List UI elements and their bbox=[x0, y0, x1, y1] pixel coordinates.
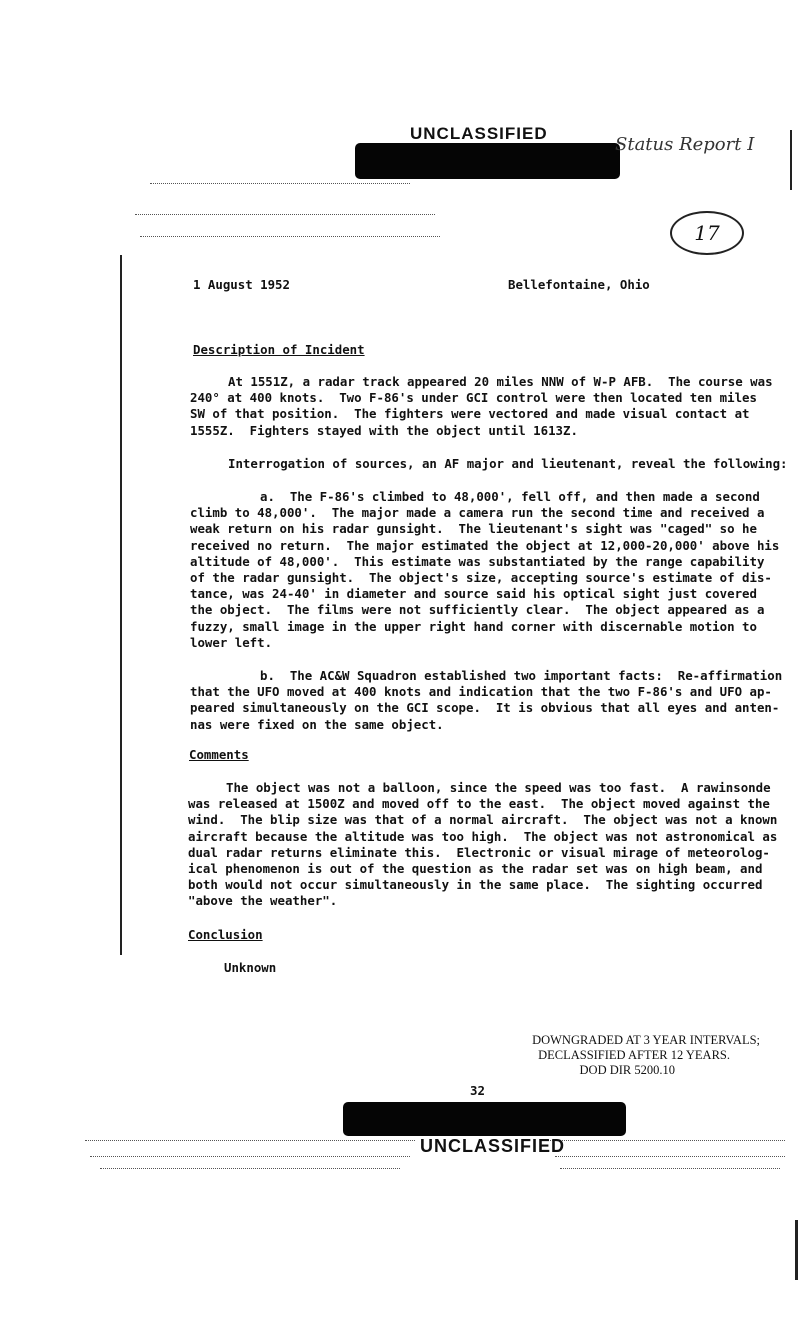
comments-paragraph bbox=[188, 780, 777, 910]
downgrade-line: DECLASSIFIED AFTER 12 YEARS. bbox=[538, 1048, 730, 1062]
downgrade-notice bbox=[470, 1033, 760, 1078]
classification-stamp-top: UNCLASSIFIED bbox=[410, 124, 548, 143]
text-line: weak return on his radar gunsight. The lieutenant's sight was "caged" so he bbox=[190, 521, 757, 537]
redaction-bar-top bbox=[355, 143, 620, 179]
page-edge-line bbox=[120, 255, 122, 955]
text-line: dual radar returns eliminate this. Electronic or visual mirage of meteorolog- bbox=[188, 844, 770, 860]
downgrade-line: DOD DIR 5200.10 bbox=[579, 1063, 675, 1077]
paragraph-a bbox=[190, 489, 779, 651]
conclusion-heading: Conclusion bbox=[188, 927, 263, 942]
text-line: At 1551Z, a radar track appeared 20 miles NNW of W-P AFB. The course was bbox=[228, 374, 773, 389]
text-line: of the radar gunsight. The object's size, accepting source's estimate of dis- bbox=[190, 570, 772, 586]
text-line: peared simultaneously on the GCI scope. It is obvious that all eyes and anten- bbox=[190, 700, 780, 716]
page-edge-line-right bbox=[790, 130, 792, 190]
footer-dotted-line bbox=[555, 1156, 785, 1157]
text-line: SW of that position. The fighters were vectored and made visual contact at bbox=[190, 406, 750, 422]
paragraph-b bbox=[190, 668, 782, 733]
interrogation-line: Interrogation of sources, an AF major and lieutenant, reveal the following: bbox=[228, 456, 788, 471]
text-line: fuzzy, small image in the upper right hand corner with discernable motion to bbox=[190, 618, 757, 634]
description-heading: Description of Incident bbox=[193, 342, 365, 357]
conclusion-text: Unknown bbox=[224, 960, 277, 975]
footer-dotted-line bbox=[100, 1168, 400, 1169]
page-number-circle bbox=[670, 211, 744, 255]
text-line: wind. The blip size was that of a normal aircraft. The object was not a known bbox=[188, 812, 778, 828]
description-paragraph bbox=[190, 374, 773, 439]
header-dotted-line bbox=[135, 214, 435, 215]
header-dotted-line bbox=[140, 236, 440, 237]
text-line: that the UFO moved at 400 knots and indication that the two F-86's and UFO ap- bbox=[190, 684, 772, 700]
text-line: the object. The films were not sufficiently clear. The object appeared as a bbox=[190, 602, 765, 618]
downgrade-line: DOWNGRADED AT 3 YEAR INTERVALS; bbox=[532, 1033, 760, 1047]
document-location: Bellefontaine, Ohio bbox=[508, 277, 650, 292]
redaction-bar-bottom bbox=[343, 1102, 626, 1136]
text-line: 1555Z. Fighters stayed with the object until 1613Z. bbox=[190, 422, 578, 438]
text-line: aircraft because the altitude was too high. The object was not astronomical as bbox=[188, 828, 778, 844]
text-line: lower left. bbox=[190, 634, 273, 650]
text-line: nas were fixed on the same object. bbox=[190, 716, 444, 732]
comments-heading: Comments bbox=[189, 747, 249, 762]
header-dotted-line bbox=[150, 183, 410, 184]
text-line: both would not occur simultaneously in the same place. The sighting occurred bbox=[188, 877, 763, 893]
text-line: received no return. The major estimated the object at 12,000-20,000' above his bbox=[190, 537, 780, 553]
text-line: ical phenomenon is out of the question as the radar set was on high beam, and bbox=[188, 861, 763, 877]
text-line: was released at 1500Z and moved off to the east. The object moved against the bbox=[188, 796, 770, 812]
page-edge-mark bbox=[795, 1220, 798, 1280]
document-date: 1 August 1952 bbox=[193, 277, 290, 292]
text-line: tance, was 24-40' in diameter and source said his optical sight just covered bbox=[190, 586, 757, 602]
footer-dotted-line bbox=[545, 1140, 785, 1141]
text-line: 240° at 400 knots. Two F-86's under GCI control were then located ten miles bbox=[190, 390, 757, 406]
text-line: "above the weather". bbox=[188, 893, 338, 909]
text-line: b. The AC&W Squadron established two important facts: Re-affirmation bbox=[260, 668, 783, 683]
text-line: climb to 48,000'. The major made a camera run the second time and received a bbox=[190, 505, 765, 521]
text-line: altitude of 48,000'. This estimate was substantiated by the range capability bbox=[190, 553, 765, 569]
text-line: a. The F-86's climbed to 48,000', fell off, and then made a second bbox=[260, 489, 760, 504]
footer-dotted-line bbox=[90, 1156, 410, 1157]
page-number: 32 bbox=[470, 1083, 485, 1098]
text-line: The object was not a balloon, since the speed was too fast. A rawinsonde bbox=[226, 780, 771, 795]
footer-dotted-line bbox=[560, 1168, 780, 1169]
handwritten-note: Status Report I bbox=[615, 134, 755, 155]
classification-stamp-bottom: UNCLASSIFIED bbox=[420, 1136, 566, 1156]
footer-dotted-line bbox=[85, 1140, 415, 1141]
circled-number: 17 bbox=[694, 221, 720, 245]
